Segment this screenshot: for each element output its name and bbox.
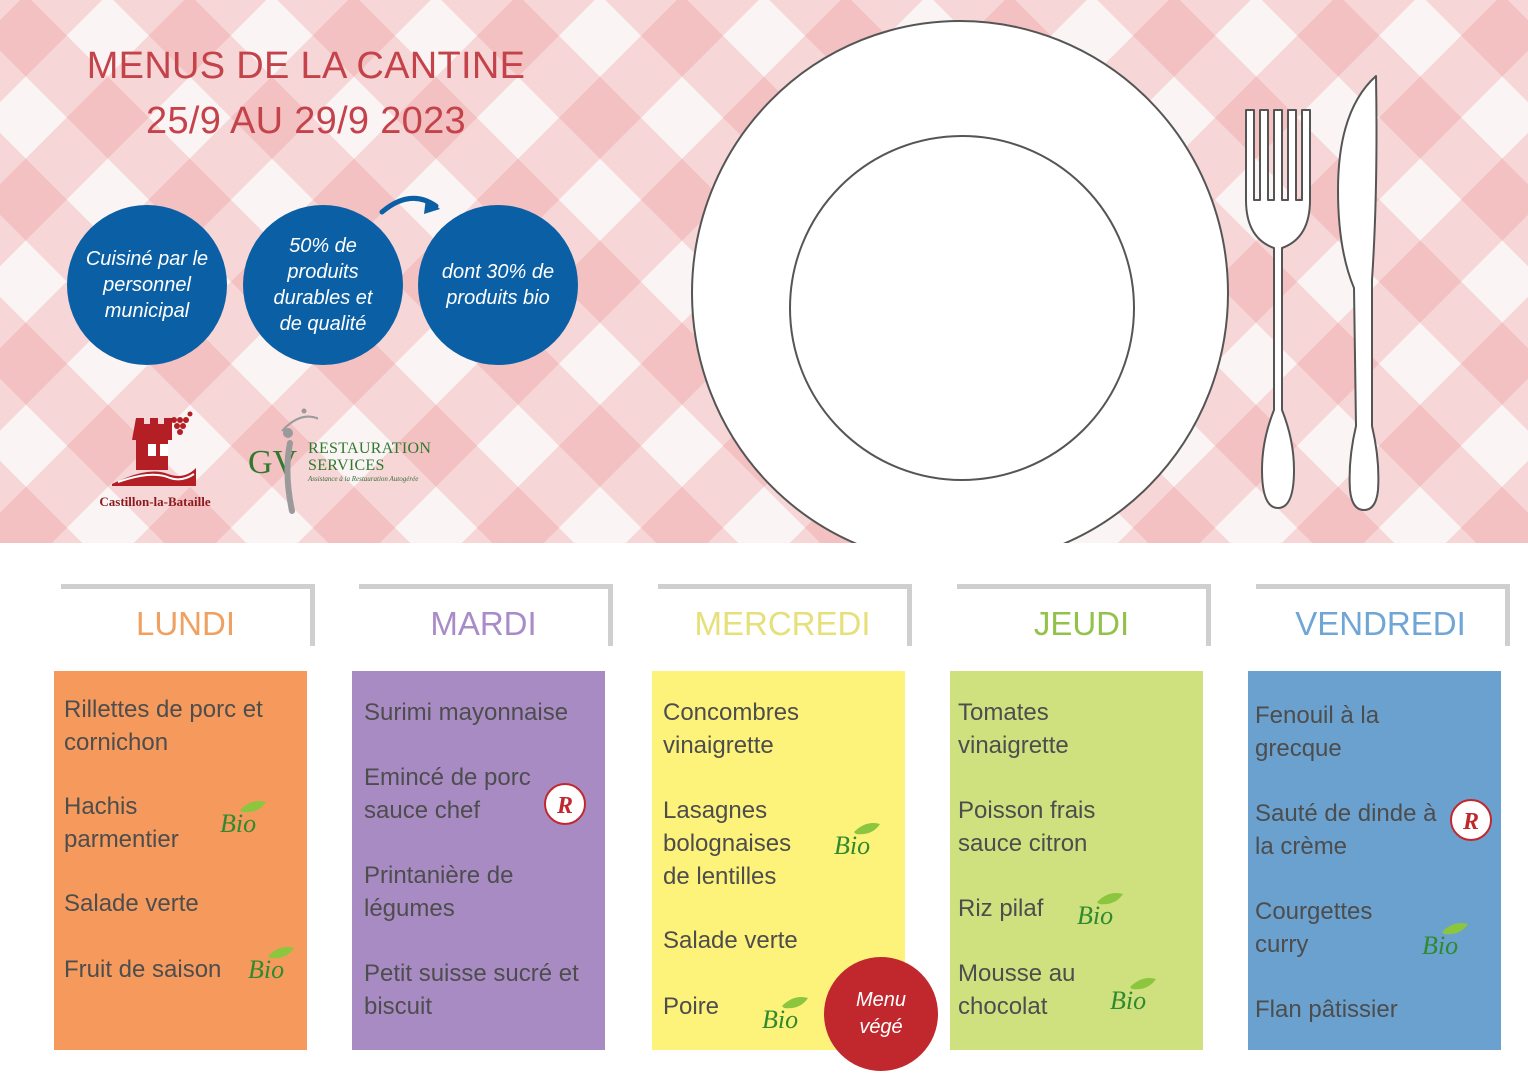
day-label: LUNDI (135, 605, 236, 642)
menu-item-starter: Concombres vinaigrette (663, 699, 800, 759)
badge-sustainable-products: 50% de produits durables et de qualité (243, 205, 403, 365)
castillon-name: Castillon-la-Bataille (99, 494, 211, 509)
menu-item-starter: Surimi mayonnaise (364, 699, 569, 726)
logo-castillon (80, 408, 230, 512)
day-header-mardi (359, 584, 613, 646)
day-label: MARDI (430, 605, 537, 642)
day-header-vendredi (1256, 584, 1510, 646)
svg-text:Bio: Bio (762, 1005, 799, 1034)
menu-item-side: Printanière de légumes (364, 862, 514, 922)
menu-item-main: Hachis parmentier (64, 793, 179, 853)
menu-item-dessert: Fruit de saison (64, 956, 222, 983)
menu-item-side: Courgettes curry (1255, 898, 1373, 958)
svg-text:R: R (1462, 809, 1480, 835)
menu-item-side: Riz pilaf (958, 895, 1044, 922)
castle-logo-icon (108, 408, 198, 488)
menu-item-dessert: Petit suisse sucré et biscuit (364, 960, 579, 1020)
svg-text:R: R (556, 793, 574, 819)
plate-icon (690, 18, 1230, 543)
menu-item-dessert: Poire (663, 993, 720, 1020)
svg-text:Bio: Bio (834, 831, 871, 860)
bio-label-icon (832, 820, 882, 860)
menu-card-jeudi (950, 671, 1203, 1050)
gv-line-services: SERVICES (308, 457, 385, 474)
gv-tagline: Assistance à la Restauration Autogérée (308, 475, 419, 483)
fork-and-knife-icon (1230, 70, 1400, 520)
page-title: MENUS DE LA CANTINE (86, 45, 526, 87)
bio-label-icon (760, 994, 810, 1034)
day-header-mercredi (658, 584, 912, 646)
menu-item-main: Emincé de porc sauce chef (364, 764, 531, 824)
menu-item-main: Sauté de dinde à la crème (1255, 800, 1437, 860)
day-header-lundi (61, 584, 315, 646)
badge-cooked-by-staff: Cuisiné par le personnel municipal (67, 205, 227, 365)
logo-gv-restauration (248, 403, 438, 518)
curved-arrow-icon (376, 192, 446, 222)
menu-item-main: Lasagnes bolognaises de lentilles (663, 797, 792, 890)
menu-item-starter: Rillettes de porc et cornichon (64, 696, 263, 756)
menu-card-mardi (352, 671, 605, 1050)
menu-item-side: Salade verte (663, 927, 798, 954)
badge-organic-products: dont 30% de produits bio (418, 205, 578, 365)
menu-item-dessert: Mousse au chocolat (958, 960, 1076, 1020)
day-label: MERCREDI (694, 605, 871, 642)
bio-label-icon (1075, 890, 1125, 930)
label-rouge-icon (1449, 798, 1493, 842)
day-label: VENDREDI (1295, 605, 1466, 642)
svg-text:Bio: Bio (220, 809, 257, 838)
bio-label-icon (1420, 920, 1470, 960)
bio-label-icon (1108, 975, 1158, 1015)
day-header-jeudi (957, 584, 1211, 646)
menu-item-starter: Tomates vinaigrette (958, 699, 1069, 759)
vegetarian-menu-badge (824, 957, 938, 1071)
vege-line2: végé (859, 1016, 903, 1038)
menu-card-vendredi (1248, 671, 1501, 1050)
vege-line1: Menu (855, 989, 907, 1011)
svg-text:Bio: Bio (248, 955, 285, 984)
label-rouge-icon (543, 782, 587, 826)
svg-text:Bio: Bio (1077, 901, 1114, 930)
page-dates: 25/9 AU 29/9 2023 (146, 100, 466, 142)
gv-line-restauration: RESTAURATION (308, 440, 432, 457)
day-label: JEUDI (1033, 605, 1130, 642)
gv-initials: GV (248, 444, 298, 481)
bio-label-icon (218, 798, 268, 838)
svg-text:Bio: Bio (1422, 931, 1459, 960)
menu-item-starter: Fenouil à la grecque (1255, 702, 1380, 762)
menu-item-dessert: Flan pâtissier (1255, 996, 1398, 1023)
svg-text:Bio: Bio (1110, 986, 1147, 1015)
menu-item-side: Salade verte (64, 890, 199, 917)
bio-label-icon (246, 944, 296, 984)
menu-card-lundi (54, 671, 307, 1050)
menu-item-main: Poisson frais sauce citron (958, 797, 1096, 857)
